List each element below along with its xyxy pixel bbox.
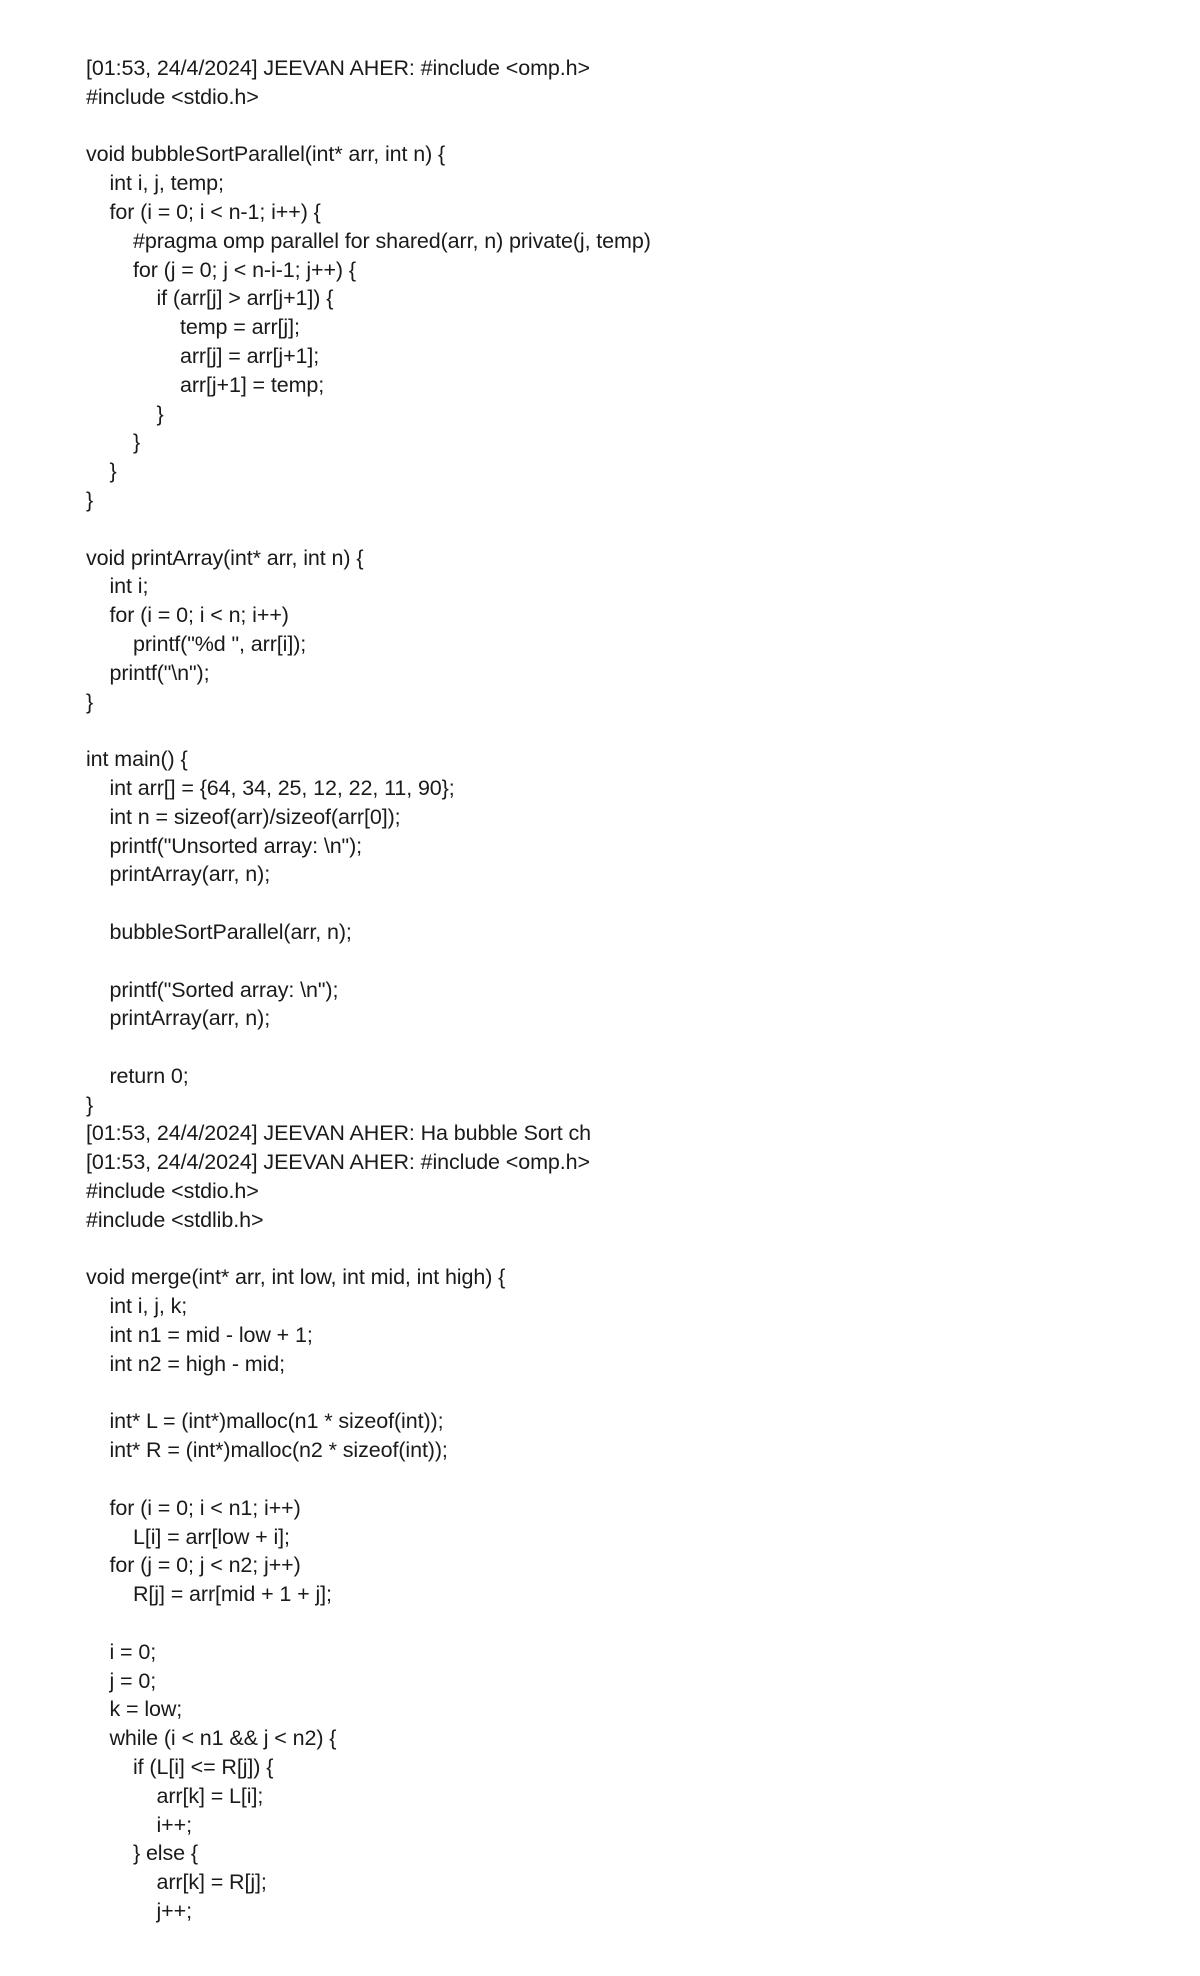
text-line: k = low; [86, 1697, 183, 1722]
text-line: for (j = 0; j < n-i-1; j++) { [86, 257, 356, 282]
text-line: } [86, 689, 94, 714]
text-line: int* R = (int*)malloc(n2 * sizeof(int)); [86, 1438, 448, 1463]
text-line: printArray(arr, n); [86, 862, 271, 887]
text-line: temp = arr[j]; [86, 315, 300, 340]
text-line: void printArray(int* arr, int n) { [86, 545, 364, 570]
text-line: int n = sizeof(arr)/sizeof(arr[0]); [86, 804, 401, 829]
text-line: [01:53, 24/4/2024] JEEVAN AHER: #include <omp.h> [86, 1150, 590, 1175]
text-line: #include <stdio.h> [86, 1179, 259, 1204]
text-line: #include <stdio.h> [86, 84, 259, 109]
text-line: R[j] = arr[mid + 1 + j]; [86, 1582, 332, 1607]
text-line: if (L[i] <= R[j]) { [86, 1755, 274, 1780]
text-line: } else { [86, 1841, 198, 1866]
text-line: } [86, 487, 94, 512]
chat-export-document [86, 54, 1146, 1926]
text-line: i = 0; [86, 1639, 157, 1664]
text-line: j++; [86, 1899, 192, 1923]
text-line: #pragma omp parallel for shared(arr, n) private(j, temp) [86, 228, 651, 253]
text-line: int* L = (int*)malloc(n1 * sizeof(int)); [86, 1409, 444, 1434]
text-line: } [86, 1092, 94, 1117]
text-line: arr[j+1] = temp; [86, 372, 325, 397]
text-line: int i; [86, 574, 149, 599]
text-line [86, 112, 1146, 141]
text-line: return 0; [86, 1063, 189, 1088]
text-line: void merge(int* arr, int low, int mid, int high) { [86, 1265, 506, 1290]
text-line [86, 947, 1146, 976]
text-line: arr[j] = arr[j+1]; [86, 343, 320, 368]
text-line: int i, j, temp; [86, 171, 224, 196]
text-line: [01:53, 24/4/2024] JEEVAN AHER: #include <omp.h> [86, 56, 590, 80]
text-line [86, 716, 1146, 745]
text-line: i++; [86, 1812, 192, 1837]
text-line: printf("\n"); [86, 660, 210, 685]
text-line: for (i = 0; i < n; i++) [86, 603, 289, 628]
text-line: int n2 = high - mid; [86, 1351, 285, 1376]
text-line [86, 1235, 1146, 1264]
text-line: int i, j, k; [86, 1294, 188, 1319]
text-line: } [86, 459, 117, 484]
text-line: arr[k] = R[j]; [86, 1870, 267, 1895]
text-line: printArray(arr, n); [86, 1006, 271, 1031]
text-line: } [86, 430, 141, 455]
text-line: int n1 = mid - low + 1; [86, 1323, 313, 1348]
text-line: for (i = 0; i < n1; i++) [86, 1495, 301, 1520]
text-line: for (i = 0; i < n-1; i++) { [86, 199, 321, 224]
text-line: while (i < n1 && j < n2) { [86, 1726, 337, 1751]
text-line: int main() { [86, 747, 188, 772]
text-line: #include <stdlib.h> [86, 1207, 264, 1232]
text-line: bubbleSortParallel(arr, n); [86, 919, 352, 944]
text-line [86, 1379, 1146, 1408]
text-line: int arr[] = {64, 34, 25, 12, 22, 11, 90}; [86, 775, 455, 800]
text-line: L[i] = arr[low + i]; [86, 1524, 290, 1549]
text-line [86, 889, 1146, 918]
text-line: j = 0; [86, 1668, 157, 1693]
text-line: [01:53, 24/4/2024] JEEVAN AHER: Ha bubble Sort ch [86, 1121, 592, 1146]
text-line: printf("Sorted array: \n"); [86, 977, 339, 1002]
text-line: printf("%d ", arr[i]); [86, 631, 307, 656]
text-line: printf("Unsorted array: \n"); [86, 833, 363, 858]
text-line: arr[k] = L[i]; [86, 1783, 264, 1808]
text-line: for (j = 0; j < n2; j++) [86, 1553, 301, 1578]
text-line [86, 1033, 1146, 1062]
text-line [86, 1465, 1146, 1494]
text-line [86, 515, 1146, 544]
text-line: } [86, 401, 164, 426]
text-line: void bubbleSortParallel(int* arr, int n) { [86, 142, 446, 167]
text-line: if (arr[j] > arr[j+1]) { [86, 286, 334, 311]
text-line [86, 1609, 1146, 1638]
